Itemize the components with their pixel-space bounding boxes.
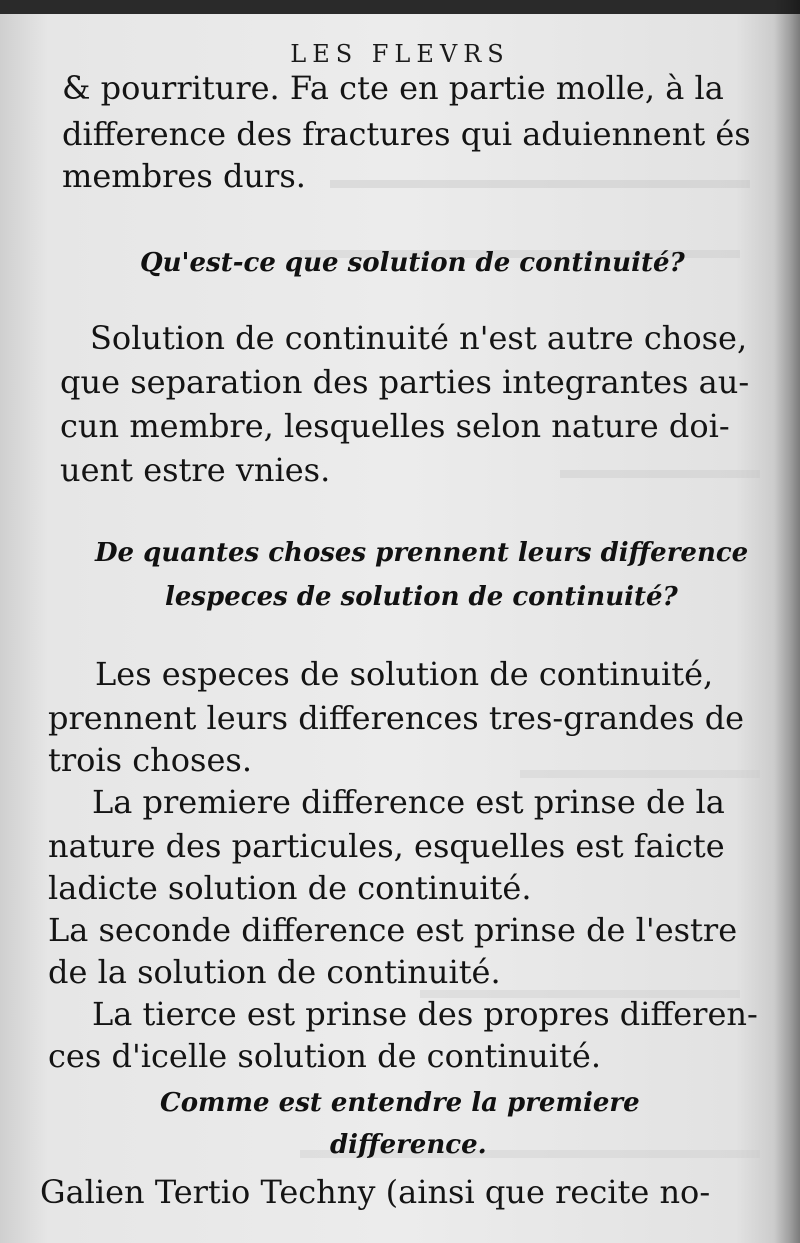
text-line: que separation des parties integrantes au- [60, 363, 750, 401]
text-line: Galien Tertio Techny (ainsi que recite no- [40, 1173, 711, 1211]
text-line: trois choses. [48, 741, 252, 779]
show-through-band [330, 180, 750, 188]
text-line: nature des particules, esquelles est faicte [48, 827, 725, 865]
text-line: uent estre vnies. [60, 451, 331, 489]
text-line: Solution de continuité n'est autre chose, [90, 319, 748, 357]
text-line: Les especes de solution de continuité, [95, 655, 714, 693]
section-heading: lespeces de solution de continuité? [165, 582, 678, 612]
text-line: ces d'icelle solution de continuité. [48, 1037, 601, 1075]
section-heading: Qu'est-ce que solution de continuité? [140, 248, 685, 278]
text-line: de la solution de continuité. [48, 953, 501, 991]
page-edge-shadow [774, 0, 800, 1243]
show-through-band [560, 470, 760, 478]
text-line: La tierce est prinse des propres differen- [92, 995, 758, 1033]
text-line: La seconde difference est prinse de l'estre [48, 911, 738, 949]
section-heading: De quantes choses prennent leurs difference [95, 538, 749, 568]
text-line: La premiere difference est prinse de la [92, 783, 725, 821]
running-header: LES FLEVRS [290, 40, 510, 68]
text-line: cun membre, lesquelles selon nature doi- [60, 407, 730, 445]
text-line: & pourriture. Fa cte en partie molle, à la [62, 69, 724, 107]
section-heading: difference. [330, 1130, 487, 1160]
show-through-band [520, 770, 760, 778]
section-heading: Comme est entendre la premiere [160, 1088, 640, 1118]
text-line: difference des fractures qui aduiennent és [62, 115, 751, 153]
text-line: prennent leurs differences tres-grandes de [48, 699, 745, 737]
text-line: ladicte solution de continuité. [48, 869, 532, 907]
text-line: membres durs. [62, 157, 306, 195]
scan-border [0, 0, 800, 14]
